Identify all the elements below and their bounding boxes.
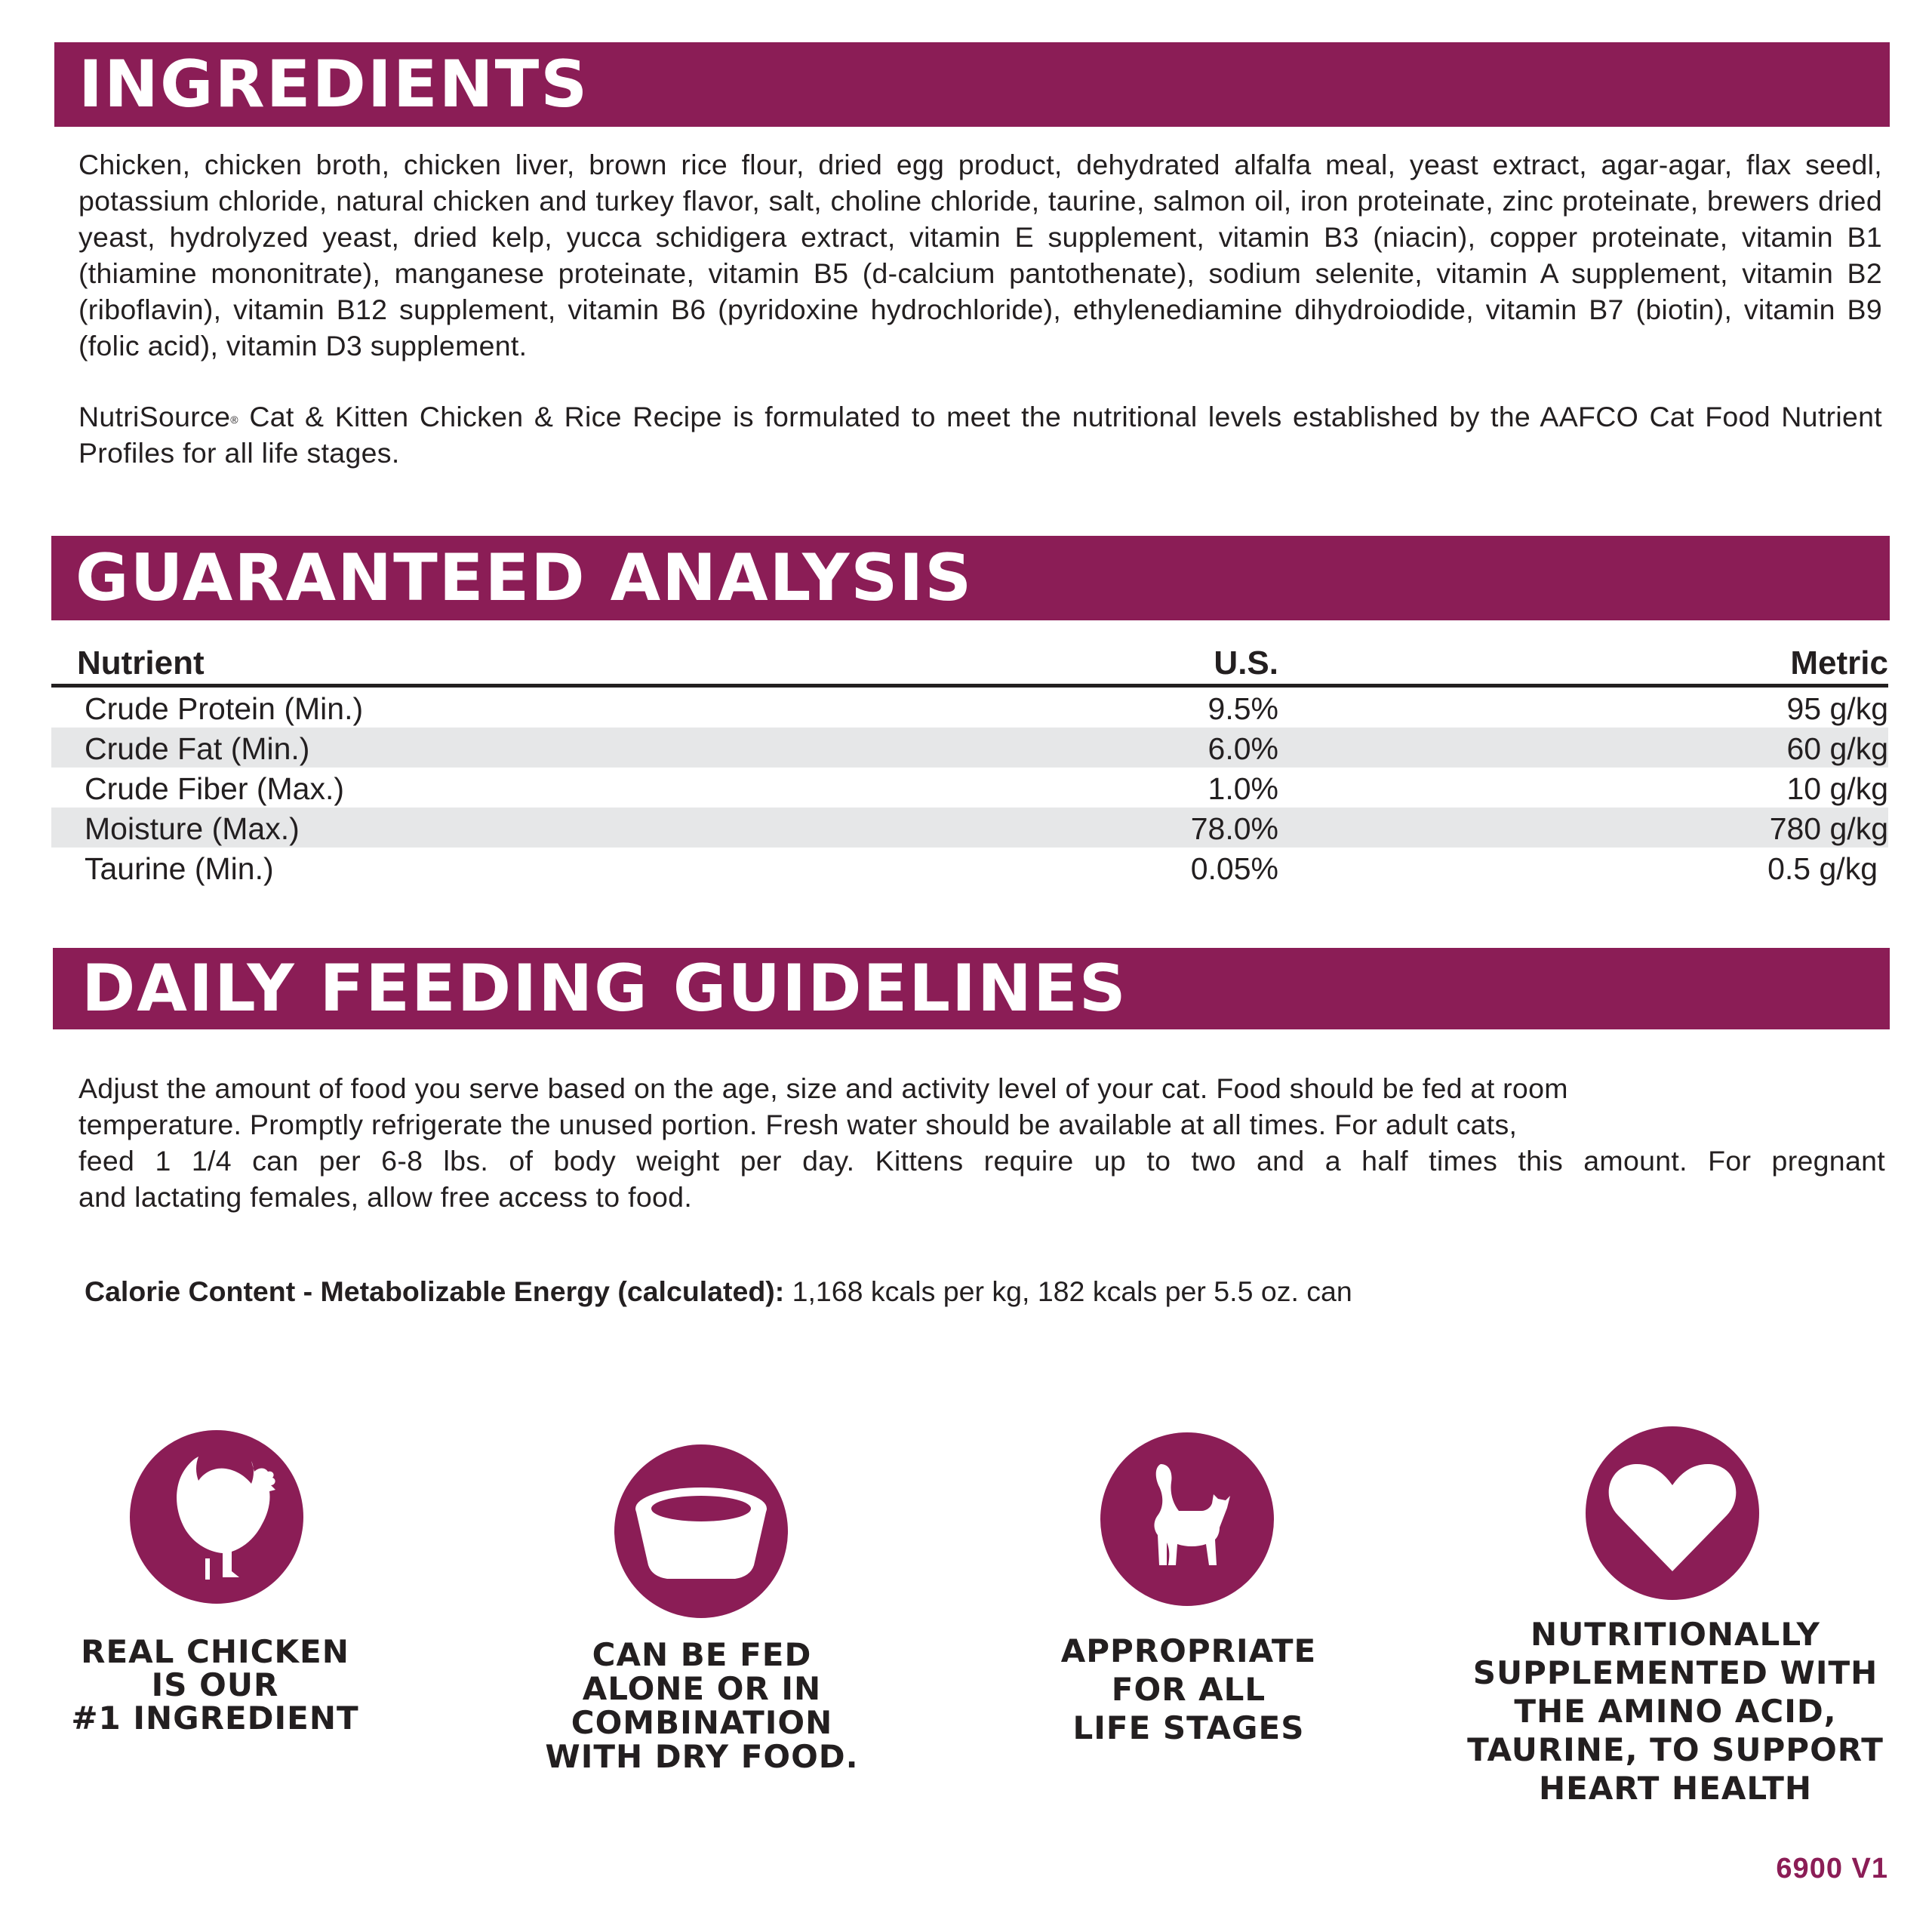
- product-code: 6900 V1: [1776, 1853, 1888, 1884]
- feature-line: FOR ALL: [1111, 1671, 1266, 1708]
- nutrient-metric: 10 g/kg: [1786, 771, 1888, 806]
- feature-line: ALONE OR IN: [582, 1670, 822, 1707]
- bowl-icon: [614, 1444, 788, 1618]
- nutrient-name: Crude Fiber (Max.): [85, 771, 345, 806]
- table-row: [51, 728, 1888, 768]
- feature-feed-alone: [528, 1638, 875, 1774]
- analysis-title: GUARANTEED ANALYSIS: [75, 540, 974, 616]
- feature-line: APPROPRIATE: [1060, 1632, 1317, 1669]
- calorie-content: [85, 1275, 1352, 1308]
- nutrient-us: 0.05%: [1190, 851, 1278, 886]
- feature-taurine: [1434, 1615, 1917, 1807]
- feature-real-chicken: [53, 1635, 377, 1735]
- feature-line: REAL CHICKEN: [81, 1633, 349, 1670]
- table-row: [51, 688, 1888, 728]
- feeding-line: feed 1 1/4 can per 6-8 lbs. of body weight per day. Kittens require up to two and a half times this amount. For pregnant: [78, 1145, 1885, 1177]
- nutrient-us: 6.0%: [1208, 731, 1278, 766]
- feeding-header: [53, 948, 1890, 1029]
- feature-line: TAURINE, TO SUPPORT: [1467, 1731, 1884, 1768]
- header-nutrient: Nutrient: [77, 645, 205, 681]
- nutrient-metric: 60 g/kg: [1786, 731, 1888, 766]
- nutrient-metric: 0.5 g/kg: [1767, 851, 1878, 886]
- nutrient-name: Crude Fat (Min.): [85, 731, 310, 766]
- brand-name: NutriSource: [78, 401, 231, 432]
- feature-line: COMBINATION: [571, 1704, 833, 1741]
- feeding-line: temperature. Promptly refrigerate the unused portion. Fresh water should be available at all times. For adult cats,: [78, 1109, 1518, 1140]
- analysis-header: [51, 536, 1890, 620]
- cat-icon: [1100, 1432, 1274, 1606]
- table-row: [51, 808, 1888, 848]
- feature-line: WITH DRY FOOD.: [545, 1738, 859, 1775]
- header-us: U.S.: [1214, 645, 1278, 681]
- registered-mark: ®: [230, 414, 238, 426]
- chicken-icon: [130, 1430, 303, 1604]
- feeding-text: [78, 1070, 1885, 1215]
- feature-line: SUPPLEMENTED WITH: [1472, 1654, 1878, 1691]
- feeding-line: and lactating females, allow free access to food.: [78, 1181, 693, 1213]
- analysis-table: [51, 638, 1888, 888]
- feature-line: LIFE STAGES: [1072, 1709, 1305, 1746]
- nutrient-us: 9.5%: [1208, 691, 1278, 726]
- feature-line: NUTRITIONALLY: [1531, 1616, 1820, 1653]
- aafco-text: Cat & Kitten Chicken & Rice Recipe is formulated to meet the nutritional levels established by the AAFCO Cat Food Nutrient Profiles for all life stages.: [78, 401, 1882, 469]
- header-metric: Metric: [1790, 645, 1888, 681]
- calorie-label: Calorie Content - Metabolizable Energy (calculated):: [85, 1275, 785, 1307]
- nutrient-us: 1.0%: [1208, 771, 1278, 806]
- nutrient-metric: 780 g/kg: [1769, 811, 1888, 846]
- ingredients-list: [78, 146, 1882, 364]
- aafco-statement: [78, 398, 1882, 471]
- feature-line: #1 INGREDIENT: [71, 1700, 359, 1737]
- feature-line: CAN BE FED: [592, 1636, 812, 1673]
- feeding-line: Adjust the amount of food you serve based on the age, size and activity level of your cat. Food should be fed at room: [78, 1072, 1568, 1104]
- heart-icon: [1586, 1426, 1759, 1600]
- calorie-value: 1,168 kcals per kg, 182 kcals per 5.5 oz. can: [784, 1275, 1352, 1307]
- feature-line: THE AMINO ACID,: [1514, 1693, 1837, 1730]
- nutrient-metric: 95 g/kg: [1786, 691, 1888, 726]
- feature-line: IS OUR: [151, 1666, 279, 1703]
- ingredients-title: INGREDIENTS: [78, 47, 589, 122]
- table-header: [51, 638, 1888, 688]
- feature-life-stages: [1019, 1632, 1358, 1747]
- table-row: [51, 848, 1888, 888]
- nutrient-us: 78.0%: [1190, 811, 1278, 846]
- ingredients-text: Chicken, chicken broth, chicken liver, brown rice flour, dried egg product, dehydrated alfalfa meal, yeast extract, agar-agar, flax seedl, potassium chloride, natural chicken and turkey flavor, salt, choline chloride, taurine, salmon oil, iron proteinate, zinc proteinate, brewers dried yeast, hydrolyzed yeast, dried kelp, yucca schidigera extract, vitamin E supplement, vitamin B3 (niacin), copper proteinate, vitamin B1 (thiamine mononitrate), manganese proteinate, vitamin B5 (d-calcium pantothenate), sodium selenite, vitamin A supplement, vitamin B2 (riboflavin), vitamin B12 supplement, vitamin B6 (pyridoxine hydrochloride), ethylenediamine dihydroiodide, vitamin B7 (biotin), vitamin B9 (folic acid), vitamin D3 supplement.: [78, 149, 1882, 361]
- feature-line: HEART HEALTH: [1538, 1770, 1813, 1807]
- table-row: [51, 768, 1888, 808]
- feeding-title: DAILY FEEDING GUIDELINES: [82, 951, 1128, 1026]
- ingredients-header: [54, 42, 1890, 127]
- nutrient-name: Moisture (Max.): [85, 811, 300, 846]
- nutrient-name: Crude Protein (Min.): [85, 691, 364, 726]
- nutrient-name: Taurine (Min.): [85, 851, 274, 886]
